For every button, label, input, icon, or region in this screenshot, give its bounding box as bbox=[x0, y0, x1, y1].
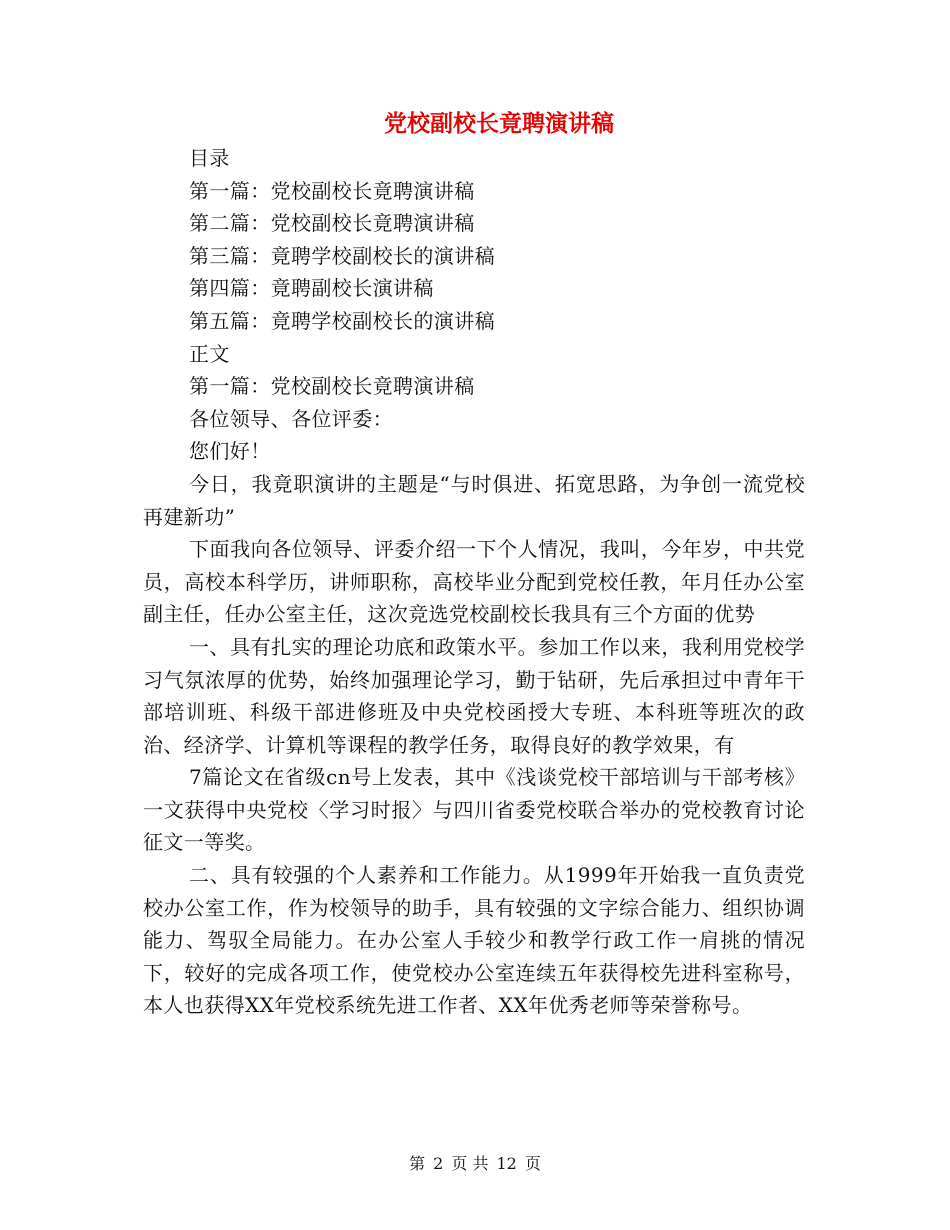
greeting: 您们好！ bbox=[189, 439, 271, 464]
toc-item: 第五篇：竟聘学校副校长的演讲稿 bbox=[189, 308, 495, 333]
body-heading: 正文 bbox=[189, 341, 230, 366]
section-title: 第一篇：党校副校长竟聘演讲稿 bbox=[189, 374, 475, 399]
toc-item: 第一篇：党校副校长竟聘演讲稿 bbox=[189, 178, 475, 203]
document-body bbox=[143, 142, 805, 1022]
document-title: 党校副校长竟聘演讲稿 bbox=[384, 110, 614, 137]
footer-page-number: 2 bbox=[433, 1154, 444, 1173]
toc-item: 第三篇：竟聘学校副校长的演讲稿 bbox=[189, 243, 495, 268]
footer-total-pages: 12 bbox=[496, 1154, 517, 1173]
footer-prefix: 第 bbox=[409, 1154, 426, 1173]
toc-item: 第二篇：党校副校长竟聘演讲稿 bbox=[189, 211, 475, 236]
salutation: 各位领导、各位评委： bbox=[189, 406, 393, 431]
paragraph: 下面我向各位领导、评委介绍一下个人情况，我叫，今年岁，中共党员，高校本科学历，讲师职称，高校毕业分配到党校任教，年月任办公室副主任，任办公室主任，这次竞选党校副校长我具有三个方面的优势 bbox=[143, 537, 805, 627]
paragraph: 今日，我竟职演讲的主题是“与时俱进、拓宽思路，为争创一流党校再建新功” bbox=[143, 471, 805, 529]
page-footer bbox=[0, 1152, 950, 1176]
footer-mid: 页 共 bbox=[451, 1154, 489, 1173]
paragraph: 二、具有较强的个人素养和工作能力。从1999年开始我一直负责党校办公室工作，作为校领导的助手，具有较强的文字综合能力、组织协调能力、驾驭全局能力。在办公室人手较少和教学行政工作一肩挑的情况下，较好的完成各项工作，使党校办公室连续五年获得校先进科室称号，本人也获得XX年党校系统先进工作者、XX年优秀老师等荣誉称号。 bbox=[143, 863, 805, 1018]
footer-suffix: 页 bbox=[524, 1154, 541, 1173]
paragraph: 7篇论文在省级cn号上发表，其中《浅谈党校干部培训与干部考核》一文获得中央党校〈学习时报〉与四川省委党校联合举办的党校教育讨论征文一等奖。 bbox=[143, 765, 805, 855]
toc-item: 第四篇：竟聘副校长演讲稿 bbox=[189, 276, 434, 301]
toc-heading: 目录 bbox=[189, 146, 230, 170]
paragraph: 一、具有扎实的理论功底和政策水平。参加工作以来，我利用党校学习气氛浓厚的优势，始终加强理论学习，勤于钻研，先后承担过中青年干部培训班、科级干部进修班及中央党校函授大专班、本科班等班次的政治、经济学、计算机等课程的教学任务，取得良好的教学效果，有 bbox=[143, 634, 805, 757]
